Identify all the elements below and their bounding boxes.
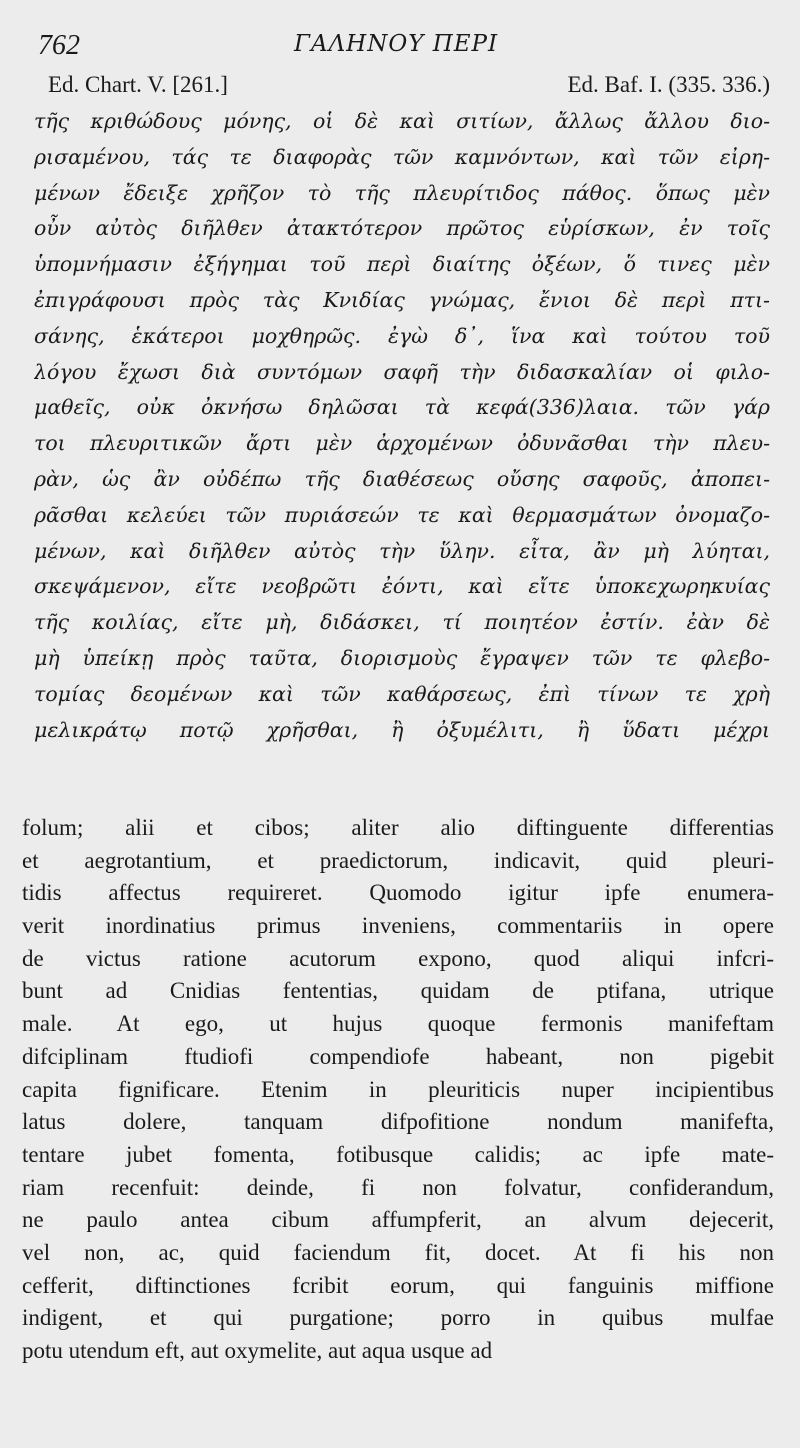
greek-text-line: μὴ ὑπείκῃ πρὸς ταῦτα, διορισμοὺς ἔγραψεν τῶν τε φλεβο- (34, 645, 770, 670)
greek-text-line: λόγου ἔχωσι διὰ συντόμων σαφῆ τὴν διδασκαλίαν οἱ φιλο- (34, 359, 770, 384)
latin-text-line: male. At ego, ut hujus quoque fermonis manifeftam (22, 1011, 774, 1037)
greek-text-line: ἐπιγράφουσι πρὸς τὰς Κνιδίας γνώμας, ἔνιοι δὲ περὶ πτι- (34, 287, 770, 312)
greek-text-line: οὖν αὐτὸς διῆλθεν ἀτακτότερον πρῶτος εὑρίσκων, ἐν τοῖς (34, 216, 770, 241)
greek-text-line: τῆς κριθώδους μόνης, οἱ δὲ καὶ σιτίων, ἄλλως ἄλλου διο- (34, 109, 770, 133)
greek-text-line: σάνης, ἑκάτεροι μοχθηρῶς. ἐγὼ δ᾽, ἵνα καὶ τούτου τοῦ (34, 323, 770, 348)
greek-text-line: τῆς κοιλίας, εἴτε μὴ, διδάσκει, τί ποιητέον ἐστίν. ἐὰν δὲ (34, 610, 770, 635)
latin-text-line: tidis affectus requireret. Quomodo igitur ipfe enumera- (22, 880, 774, 906)
greek-text-block (34, 104, 770, 748)
page-number: 762 (38, 30, 80, 61)
edition-references (48, 72, 770, 102)
latin-text-line: indigent, et qui purgatione; porro in quibus mulfae (22, 1305, 774, 1331)
page-header (38, 30, 768, 64)
latin-text-line: potu utendum eft, aut oxymelite, aut aqua usque ad (22, 1338, 493, 1363)
latin-text-line: et aegrotantium, et praedictorum, indicavit, quid pleuri- (22, 847, 774, 873)
latin-text-line: capita fignificare. Etenim in pleuriticis nuper incipientibus (22, 1076, 774, 1102)
latin-text-line: difciplinam ftudiofi compendiofe habeant, non pigebit (22, 1043, 774, 1069)
latin-text-line: tentare jubet fomenta, fotibusque calidis; ac ipfe mate- (22, 1141, 774, 1167)
greek-text-line: μένων, καὶ διῆλθεν αὐτὸς τὴν ὕλην. εἶτα, ἂν μὴ λύηται, (34, 538, 770, 563)
greek-text-line: μένων ἔδειξε χρῆζον τὸ τῆς πλευρίτιδος πάθος. ὅπως μὲν (34, 180, 770, 205)
greek-text-line: σκεψάμενον, εἴτε νεοβρῶτι ἐόντι, καὶ εἴτε ὑποκεχωρηκυίας (34, 574, 770, 599)
latin-text-line: de victus ratione acutorum expono, quod aliqui infcri- (22, 945, 774, 971)
latin-text-line: cefferit, diftinctiones fcribit eorum, qui fanguinis miffione (22, 1272, 774, 1298)
latin-text-line: folum; alii et cibos; aliter alio diftinguente differentias (22, 815, 774, 840)
greek-text-line: τοι πλευριτικῶν ἄρτι μὲν ἀρχομένων ὀδυνᾶσθαι τὴν πλευ- (34, 431, 770, 456)
edition-reference-basel: Ed. Baf. I. (335. 336.) (567, 72, 770, 97)
greek-text-line: ὑπομνήμασιν ἐξήγημαι τοῦ περὶ διαίτης ὀξέων, ὅ τινες μὲν (34, 252, 770, 277)
greek-text-line: ρισαμένου, τάς τε διαφορὰς τῶν καμνόντων, καὶ τῶν εἰρη- (34, 144, 770, 169)
greek-text-line: μελικράτῳ ποτῷ χρῆσθαι, ἢ ὀξυμέλιτι, ἢ ὕδατι μέχρι (34, 717, 770, 742)
latin-text-line: ne paulo antea cibum affumpferit, an alvum dejecerit, (22, 1207, 774, 1233)
greek-text-line: τομίας δεομένων καὶ τῶν καθάρσεως, ἐπὶ τίνων τε χρὴ (34, 681, 770, 706)
greek-text-line: ρὰν, ὡς ἂν οὐδέπω τῆς διαθέσεως οὔσης σαφοῦς, ἀποπει- (34, 466, 770, 491)
latin-text-block (22, 812, 774, 1368)
latin-text-line: riam recenfuit: deinde, fi non folvatur, confiderandum, (22, 1174, 774, 1200)
latin-text-line: vel non, ac, quid faciendum fit, docet. At fi his non (22, 1239, 774, 1265)
edition-reference-chartier: Ed. Chart. V. [261.] (48, 72, 228, 97)
latin-text-line: verit inordinatius primus inveniens, commentariis in opere (22, 913, 774, 939)
greek-text-line: ρᾶσθαι κελεύει τῶν πυριάσεών τε καὶ θερμασμάτων ὀνομαζο- (34, 502, 770, 527)
latin-text-line: bunt ad Cnidias fententias, quidam de ptifana, utrique (22, 978, 774, 1004)
latin-text-line: latus dolere, tanquam difpofitione nondum manifefta, (22, 1109, 774, 1135)
running-title: ΓΑΛΗΝΟΥ ΠΕΡΙ (294, 31, 499, 57)
greek-text-line: μαθεῖς, οὐκ ὀκνήσω δηλῶσαι τὰ κεφά(336)λαια. τῶν γάρ (34, 395, 770, 420)
